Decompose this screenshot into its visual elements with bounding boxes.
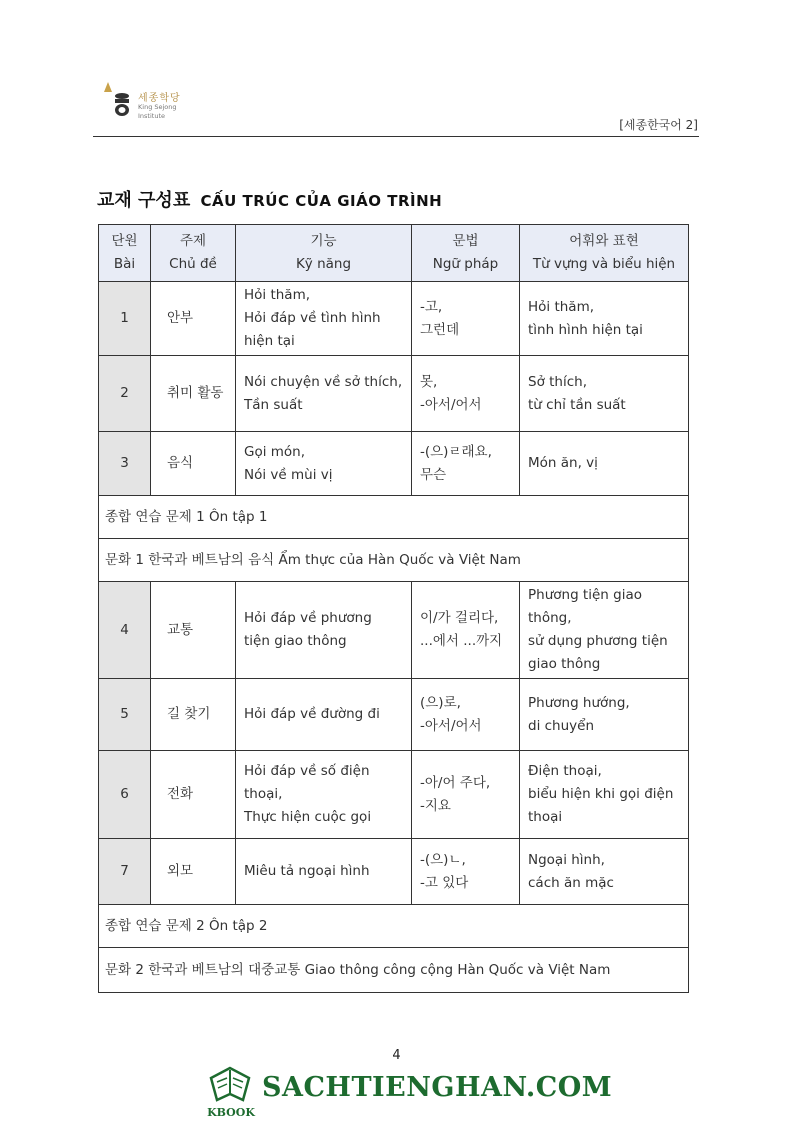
table-row: [99, 751, 689, 839]
unit-topic: 외모: [151, 839, 236, 905]
unit-grammar: 못, -아서/어서: [412, 356, 520, 432]
unit-topic: 취미 활동: [151, 356, 236, 432]
culture-2: 문화 2 한국과 베트남의 대중교통 Giao thông công cộng Hàn Quốc và Việt Nam: [99, 948, 689, 993]
unit-topic: 교통: [151, 582, 236, 679]
unit-topic: 음식: [151, 432, 236, 496]
unit-grammar: -아/어 주다, -지요: [412, 751, 520, 839]
unit-skill: Hỏi đáp về đường đi: [236, 679, 412, 751]
unit-grammar: -(으)ㄴ, -고 있다: [412, 839, 520, 905]
unit-skill: Hỏi thăm, Hỏi đáp về tình hình hiện tại: [236, 282, 412, 356]
book-label: [세종한국어 2]: [619, 118, 698, 132]
title-korean: 교재 구성표: [97, 190, 191, 211]
review-row: [99, 905, 689, 948]
table-row: [99, 356, 689, 432]
table-row: [99, 432, 689, 496]
unit-vocabulary: Phương hướng, di chuyển: [520, 679, 689, 751]
unit-topic: 전화: [151, 751, 236, 839]
header-grammar: 문법 Ngữ pháp: [412, 225, 520, 282]
culture-row: [99, 539, 689, 582]
header-skill: 기능 Kỹ năng: [236, 225, 412, 282]
unit-grammar: (으)로, -아서/어서: [412, 679, 520, 751]
review-1: 종합 연습 문제 1 Ôn tập 1: [99, 496, 689, 539]
header-topic: 주제 Chủ đề: [151, 225, 236, 282]
unit-skill: Gọi món, Nói về mùi vị: [236, 432, 412, 496]
unit-number: 7: [99, 839, 151, 905]
unit-topic: 안부: [151, 282, 236, 356]
unit-skill: Hỏi đáp về phương tiện giao thông: [236, 582, 412, 679]
table-row: [99, 839, 689, 905]
institute-logo: [98, 80, 218, 132]
unit-number: 2: [99, 356, 151, 432]
unit-skill: Hỏi đáp về số điện thoại, Thực hiện cuộc gọi: [236, 751, 412, 839]
table-row: [99, 679, 689, 751]
kbook-book-icon: [203, 1062, 257, 1106]
kbook-label: KBOOK: [207, 1106, 255, 1119]
footer-watermark: [203, 1062, 613, 1119]
unit-number: 4: [99, 582, 151, 679]
unit-grammar: -(으)ㄹ래요, 무슨: [412, 432, 520, 496]
page-title: [97, 186, 442, 212]
site-brand: SACHTIENGHAN.COM: [262, 1072, 613, 1103]
table-header-row: [99, 225, 689, 282]
header-divider: [93, 136, 699, 137]
unit-grammar: -고, 그런데: [412, 282, 520, 356]
unit-skill: Miêu tả ngoại hình: [236, 839, 412, 905]
unit-vocabulary: Điện thoại, biểu hiện khi gọi điện thoại: [520, 751, 689, 839]
unit-grammar: 이/가 걸리다, ...에서 ...까지: [412, 582, 520, 679]
page-number: 4: [392, 1048, 401, 1063]
header-vocabulary: 어휘와 표현 Từ vựng và biểu hiện: [520, 225, 689, 282]
unit-vocabulary: Sở thích, từ chỉ tần suất: [520, 356, 689, 432]
unit-vocabulary: Ngoại hình, cách ăn mặc: [520, 839, 689, 905]
header-unit: 단원 Bài: [99, 225, 151, 282]
culture-row: [99, 948, 689, 993]
culture-1: 문화 1 한국과 베트남의 음식 Ẩm thực của Hàn Quốc và Việt Nam: [99, 539, 689, 582]
logo-korean-text: 세종학당: [138, 93, 181, 104]
unit-number: 5: [99, 679, 151, 751]
unit-vocabulary: Món ăn, vị: [520, 432, 689, 496]
king-sejong-logo-icon: [98, 80, 132, 120]
title-vietnamese: CẤU TRÚC CỦA GIÁO TRÌNH: [200, 192, 443, 210]
review-row: [99, 496, 689, 539]
unit-topic: 길 찾기: [151, 679, 236, 751]
table-row: [99, 582, 689, 679]
logo-english-line2: Institute: [138, 112, 165, 120]
unit-number: 1: [99, 282, 151, 356]
table-row: [99, 282, 689, 356]
review-2: 종합 연습 문제 2 Ôn tập 2: [99, 905, 689, 948]
unit-vocabulary: Phương tiện giao thông, sử dụng phương tiện giao thông: [520, 582, 689, 679]
unit-skill: Nói chuyện về sở thích, Tần suất: [236, 356, 412, 432]
curriculum-table: [98, 224, 689, 993]
unit-number: 6: [99, 751, 151, 839]
unit-vocabulary: Hỏi thăm, tình hình hiện tại: [520, 282, 689, 356]
unit-number: 3: [99, 432, 151, 496]
logo-english-line1: King Sejong: [138, 103, 177, 111]
